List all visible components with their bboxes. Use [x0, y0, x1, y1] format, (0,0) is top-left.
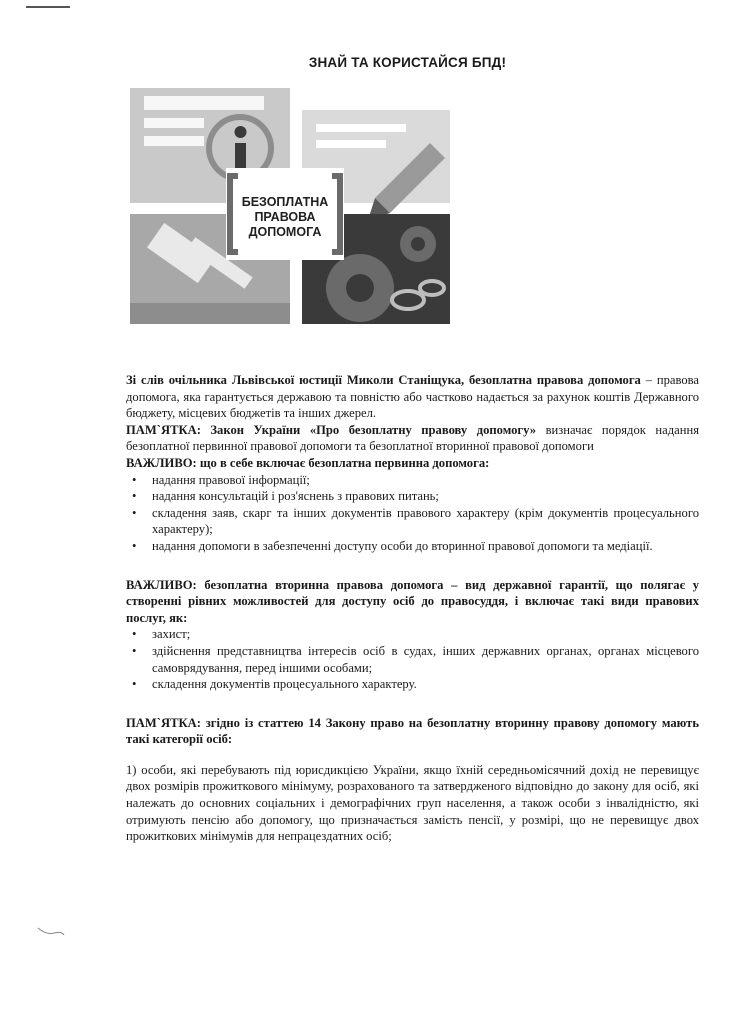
logo-line-2: ПРАВОВА	[254, 210, 316, 224]
list-item: • надання правової інформації;	[126, 472, 699, 489]
intro-bold: Зі слів очільника Львівської юстиції Миколи Станіщука, безоплатна правова допомога	[126, 373, 641, 387]
scan-artifact-line	[26, 6, 70, 8]
list-item: • надання допомоги в забезпеченні доступу особи до вторинної правової допомоги та медіації.	[126, 538, 699, 555]
logo-line-1: БЕЗОПЛАТНА	[241, 195, 329, 209]
logo-line-3: ДОПОМОГА	[248, 225, 322, 239]
memo-law-bold: ПАМ`ЯТКА: Закон України «Про безоплатну правову допомогу»	[126, 422, 537, 437]
secondary-aid-list	[126, 626, 699, 692]
primary-aid-heading: ВАЖЛИВО: що в себе включає безоплатна первинна допомога:	[126, 455, 490, 470]
list-item: • складення заяв, скарг та інших документів правового характеру (крім документів процесуального характеру);	[126, 505, 699, 538]
category-point-1: 1) особи, які перебувають під юрисдикцією України, якщо їхній середньомісячний дохід не перевищує двох розмірів прожиткового мінімуму, розрахованого та затвердженого відповідно до закону для осіб, які належать до основних соціальних і демографічних груп населення, а також особи з інвалідністю, які отримують пенсію або допомогу, що призначається замість пенсії, у розмірі, що не перевищує двох прожиткових мінімумів для непрацездатних осіб;	[126, 762, 699, 844]
list-item: • складення документів процесуального характеру.	[126, 676, 699, 693]
secondary-aid-heading: ВАЖЛИВО: безоплатна вторинна правова допомога – вид державної гарантії, що полягає у створенні рівних можливостей для доступу осіб до правосуддя, і включає такі види правових послуг, як:	[126, 577, 699, 625]
page-title: ЗНАЙ ТА КОРИСТАЙСЯ БПД!	[308, 55, 507, 70]
list-item: • надання консультацій і роз'яснень з правових питань;	[126, 488, 699, 505]
document-body	[126, 372, 699, 845]
pen-mark	[36, 925, 66, 937]
intro-text: – правова допомога, яка гарантується державою та повністю або частково надається за рахунок коштів Державного бюджету, місцевих бюджетів та інших джерел.	[126, 373, 699, 421]
bpd-logo	[130, 88, 450, 324]
intro-paragraph	[126, 372, 699, 422]
memo-categories-heading: ПАМ`ЯТКА: згідно із статтею 14 Закону право на безоплатну вторинну правову допомогу мають такі категорії осіб:	[126, 715, 699, 747]
list-item: • здійснення представництва інтересів осіб в судах, інших державних органах, органах місцевого самоврядування, перед іншими особами;	[126, 643, 699, 676]
logo-center-frame	[226, 168, 344, 260]
memo-law-paragraph	[126, 422, 699, 455]
list-item: • захист;	[126, 626, 699, 643]
memo-law-text: визначає порядок надання безоплатної первинної правової допомоги та безоплатної вторинної правової допомоги	[126, 422, 699, 454]
primary-aid-list	[126, 472, 699, 555]
